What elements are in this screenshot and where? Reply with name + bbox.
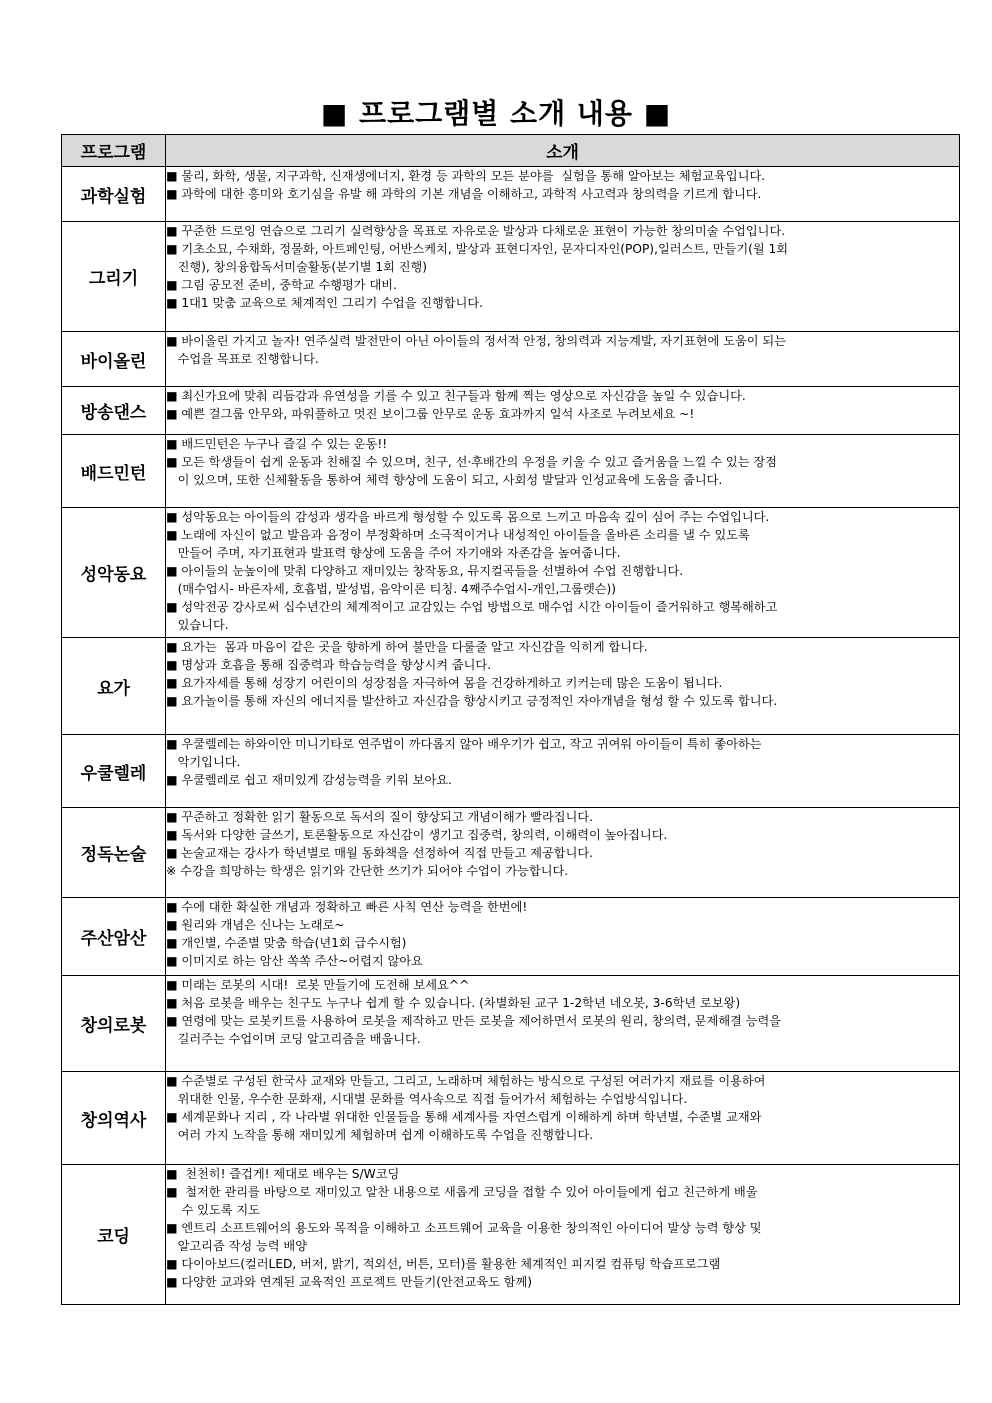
table-header-row — [62, 135, 960, 167]
program-description — [166, 808, 960, 898]
program-name: 과학실험 — [62, 167, 166, 222]
program-description — [166, 1165, 960, 1305]
description-line: ■ 수준별로 구성된 한국사 교재와 만들고, 그리고, 노래하며 체험하는 방식으로 구성된 여러가지 재료를 이용하여 — [166, 1074, 766, 1088]
description-line: ■ 그림 공모전 준비, 중학교 수행평가 대비. — [166, 278, 397, 292]
description-line: 수 있도록 지도 — [166, 1203, 260, 1217]
program-description — [166, 222, 960, 332]
table-row — [62, 898, 960, 976]
program-name: 요가 — [62, 638, 166, 735]
program-name: 배드민턴 — [62, 435, 166, 508]
description-line: 악기입니다. — [166, 755, 241, 769]
program-name: 우쿨렐레 — [62, 735, 166, 808]
description-line: ■ 기초소묘, 수채화, 정물화, 아트페인팅, 어반스케치, 발상과 표현디자인, 문자디자인(POP),일러스트, 만들기(월 1회 — [166, 242, 789, 256]
program-name: 방송댄스 — [62, 387, 166, 435]
description-line: ■ 천천히! 즐겁게! 제대로 배우는 S/W코딩 — [166, 1167, 400, 1181]
description-line: ■ 다양한 교과와 연계된 교육적인 프로젝트 만들기(안전교육도 함께) — [166, 1275, 533, 1289]
description-line: ■ 우쿨렐레는 하와이안 미니기타로 연주법이 까다롭지 않아 배우기가 쉽고, 작고 귀여워 아이들이 특히 좋아하는 — [166, 737, 762, 751]
description-line: ■ 배드민턴은 누구나 즐길 수 있는 운동!! — [166, 437, 388, 451]
table-row — [62, 167, 960, 222]
description-line: 위대한 인물, 우수한 문화재, 시대별 문화를 역사속으로 직접 들어가서 체험하는 수업방식입니다. — [166, 1092, 688, 1106]
description-line: ■ 꾸준한 드로잉 연습으로 그리기 실력향상을 목표로 자유로운 발상과 다채로운 표현이 가능한 창의미술 수업입니다. — [166, 224, 786, 238]
table-row — [62, 808, 960, 898]
program-name: 코딩 — [62, 1165, 166, 1305]
table-row — [62, 976, 960, 1072]
description-line: ■ 처음 로봇을 배우는 친구도 누구나 쉽게 할 수 있습니다. (차별화된 교구 1-2학년 네오봇, 3-6학년 로보왕) — [166, 996, 741, 1010]
table-row — [62, 332, 960, 387]
description-line: ■ 요가놀이를 통해 자신의 에너지를 발산하고 자신감을 향상시키고 긍정적인 자아개념을 형성 할 수 있도록 합니다. — [166, 694, 778, 708]
description-line: ■ 꾸준하고 정확한 읽기 활동으로 독서의 질이 향상되고 개념이해가 빨라집니다. — [166, 810, 593, 824]
description-line: ■ 엔트리 소프트웨어의 용도와 목적을 이해하고 소프트웨어 교육을 이용한 창의적인 아이디어 발상 능력 향상 및 — [166, 1221, 762, 1235]
description-line: ■ 논술교재는 강사가 학년별로 매월 동화책을 선정하여 직접 만들고 제공합니다. — [166, 846, 593, 860]
description-line: ■ 원리와 개념은 신나는 노래로~ — [166, 918, 345, 932]
program-description — [166, 332, 960, 387]
description-line: ■ 노래에 자신이 없고 발음과 음정이 부정확하며 소극적이거나 내성적인 아이들을 올바른 소리를 낼 수 있도록 — [166, 528, 750, 542]
header-intro: 소개 — [166, 135, 960, 167]
description-line: 이 있으며, 또한 신체활동을 통하여 체력 향상에 도움이 되고, 사회성 발달과 인성교육에 도움을 줍니다. — [166, 473, 723, 487]
description-line: ■ 다이아보드(컬러LED, 버저, 밝기, 적외선, 버튼, 모터)를 활용한 체계적인 피지컬 컴퓨팅 학습프로그램 — [166, 1257, 721, 1271]
description-line: ■ 연령에 맞는 로봇키트를 사용하여 로봇을 제작하고 만든 로봇을 제어하면서 로봇의 원리, 창의력, 문제해결 능력을 — [166, 1014, 782, 1028]
table-row — [62, 1072, 960, 1165]
program-name: 주산암산 — [62, 898, 166, 976]
description-line: ■ 세계문화나 지리 , 각 나라별 위대한 인물들을 통해 세계사를 자연스럽게 이해하게 하며 학년별, 수준별 교재와 — [166, 1110, 762, 1124]
description-line: 만들어 주며, 자기표현과 발표력 향상에 도움을 주어 자기애와 자존감을 높여줍니다. — [166, 546, 621, 560]
description-line: ■ 성악동요는 아이들의 감성과 생각을 바르게 형성할 수 있도록 몸으로 느끼고 마음속 깊이 심어 주는 수업입니다. — [166, 510, 770, 524]
program-name: 바이올린 — [62, 332, 166, 387]
program-table — [61, 134, 960, 1305]
description-line: ■ 물리, 화학, 생물, 지구과학, 신재생에너지, 환경 등 과학의 모든 분야를 실험을 통해 알아보는 체험교육입니다. — [166, 169, 766, 183]
header-program: 프로그램 — [62, 135, 166, 167]
description-line: ■ 우쿨렐레로 쉽고 재미있게 감성능력을 키워 보아요. — [166, 773, 452, 787]
program-description — [166, 435, 960, 508]
table-row — [62, 638, 960, 735]
description-line: ■ 최신가요에 맞춰 리듬감과 유연성을 기를 수 있고 친구들과 함께 찍는 영상으로 자신감을 높일 수 있습니다. — [166, 389, 746, 403]
program-description — [166, 1072, 960, 1165]
description-line: ■ 과학에 대한 흥미와 호기심을 유발 해 과학의 기본 개념을 이해하고, 과학적 사고력과 창의력을 기르게 합니다. — [166, 187, 762, 201]
description-line: ■ 독서와 다양한 글쓰기, 토론활동으로 자신감이 생기고 집중력, 창의력, 이해력이 높아집니다. — [166, 828, 668, 842]
description-line: ■ 명상과 호흡을 통해 집중력과 학습능력을 향상시켜 줍니다. — [166, 658, 492, 672]
description-line: 길러주는 수업이며 코딩 알고리즘을 배웁니다. — [166, 1032, 421, 1046]
description-line: ■ 이미지로 하는 암산 쏙쏙 주산~어렵지 않아요 — [166, 954, 423, 968]
description-line: ■ 바이올린 가지고 놀자! 연주실력 발전만이 아닌 아이들의 정서적 안정, 창의력과 지능계발, 자기표현에 도움이 되는 — [166, 334, 786, 348]
table-row — [62, 735, 960, 808]
description-line: 여러 가지 노작을 통해 재미있게 체험하며 쉽게 이해하도록 수업을 진행합니다. — [166, 1128, 594, 1142]
description-line: ■ 모든 학생들이 쉽게 운동과 친해질 수 있으며, 친구, 선·후배간의 우정을 키울 수 있고 즐거움을 느낄 수 있는 장점 — [166, 455, 777, 469]
description-line: ■ 철저한 관리를 바탕으로 재미있고 알찬 내용으로 새롭게 코딩을 접할 수 있어 아이들에게 쉽고 친근하게 배울 — [166, 1185, 758, 1199]
description-line: ■ 요가는 몸과 마음이 같은 곳을 향하게 하여 불만을 다룰줄 알고 자신감을 익히게 합니다. — [166, 640, 648, 654]
description-line: ■ 미래는 로봇의 시대! 로봇 만들기에 도전해 보세요^^ — [166, 978, 470, 992]
description-line: ■ 예쁜 걸그룹 안무와, 파워풀하고 멋진 보이그룹 안무로 운동 효과까지 일석 사조로 누려보세요 ~! — [166, 407, 695, 421]
description-line: 진행), 창의융합독서미술활동(분기별 1회 진행) — [166, 260, 428, 274]
description-line: ■ 수에 대한 확실한 개념과 정확하고 빠른 사칙 연산 능력을 한번에! — [166, 900, 528, 914]
table-row — [62, 222, 960, 332]
description-line: ■ 개인별, 수준별 맞춤 학습(년1회 급수시험) — [166, 936, 407, 950]
description-line: (매수업시- 바른자세, 호흡법, 발성법, 음악이론 티칭. 4째주수업시-개인,그룹렛슨)) — [166, 582, 617, 596]
program-name: 성악동요 — [62, 508, 166, 638]
program-name: 정독논술 — [62, 808, 166, 898]
table-row — [62, 508, 960, 638]
program-description — [166, 508, 960, 638]
table-row — [62, 387, 960, 435]
program-description — [166, 898, 960, 976]
description-line: ■ 아이들의 눈높이에 맞춰 다양하고 재미있는 창작동요, 뮤지컬곡들을 선별하여 수업 진행합니다. — [166, 564, 684, 578]
program-description — [166, 167, 960, 222]
description-line: 수업을 목표로 진행합니다. — [166, 352, 319, 366]
table-row — [62, 1165, 960, 1305]
description-line: 있습니다. — [166, 618, 229, 632]
description-line: ■ 1대1 맞춤 교육으로 체계적인 그리기 수업을 진행합니다. — [166, 296, 484, 310]
program-description — [166, 387, 960, 435]
page-title: ■ 프로그램별 소개 내용 ■ — [320, 97, 672, 130]
program-description — [166, 976, 960, 1072]
program-name: 그리기 — [62, 222, 166, 332]
program-name: 창의역사 — [62, 1072, 166, 1165]
description-line: 알고리즘 작성 능력 배양 — [166, 1239, 307, 1253]
table-row — [62, 435, 960, 508]
program-name: 창의로봇 — [62, 976, 166, 1072]
program-description — [166, 735, 960, 808]
description-line: ■ 성악전공 강사로써 십수년간의 체계적이고 교감있는 수업 방법으로 매수업 시간 아이들이 즐거워하고 행복해하고 — [166, 600, 778, 614]
program-description — [166, 638, 960, 735]
description-line: ※ 수강을 희망하는 학생은 읽기와 간단한 쓰기가 되어야 수업이 가능합니다. — [166, 864, 569, 878]
description-line: ■ 요가자세를 통해 성장기 어린이의 성장점을 자극하여 몸을 건강하게하고 키커는데 많은 도움이 됩니다. — [166, 676, 723, 690]
